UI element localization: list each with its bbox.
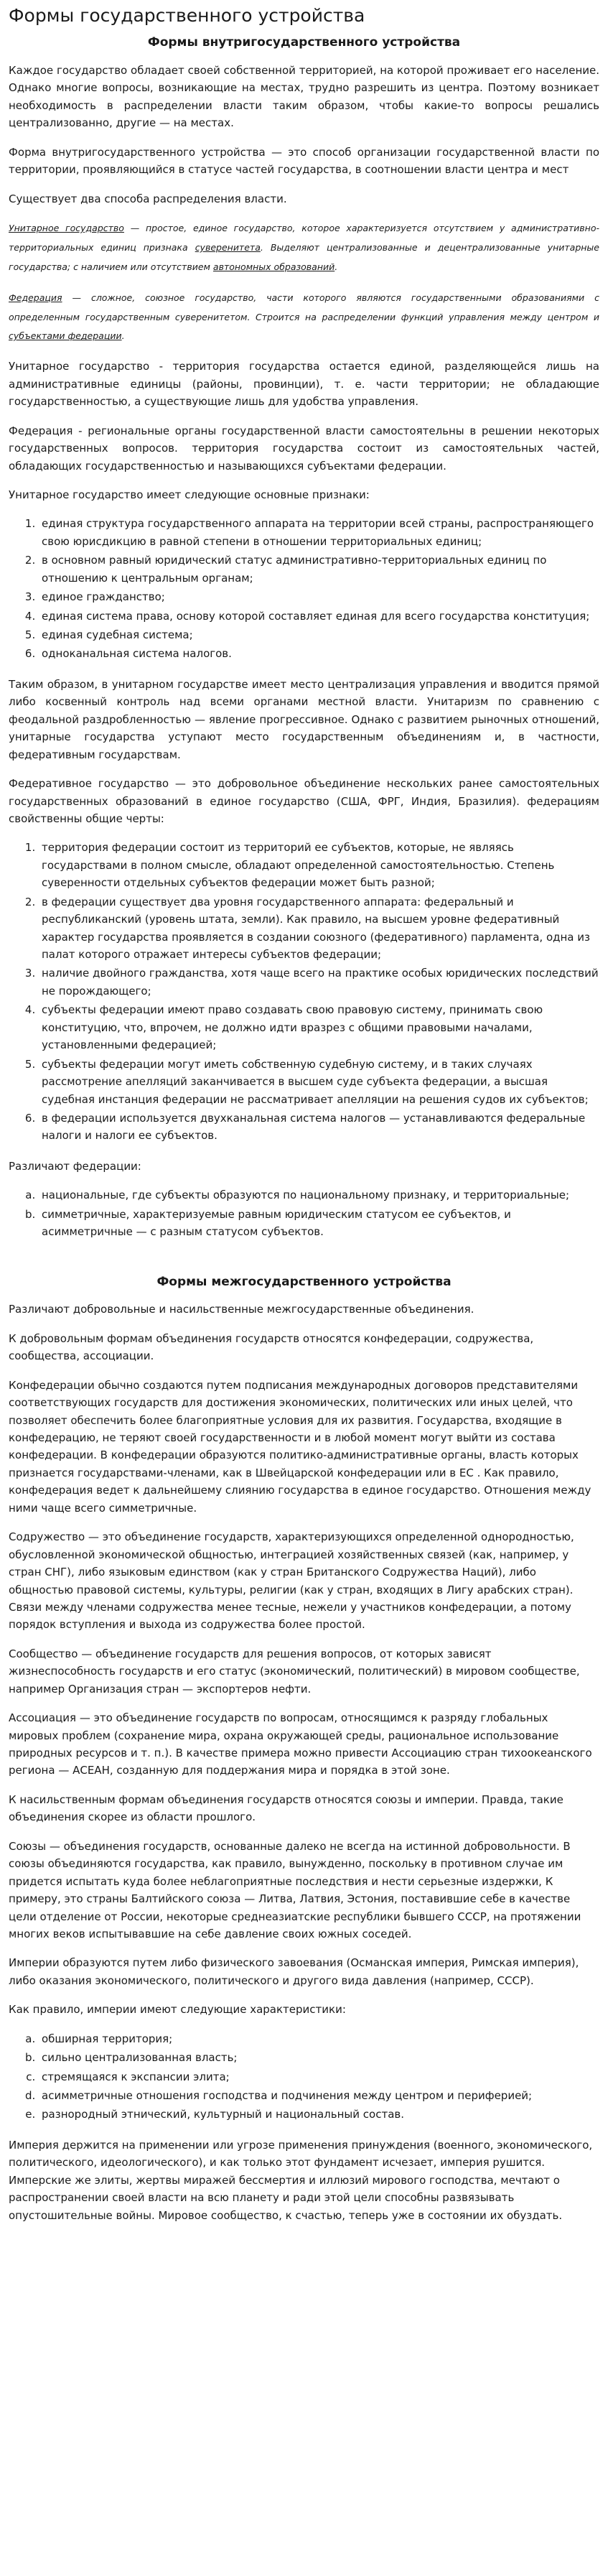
definition-text: . Выделяют централизованные и децентрализованные унитарные государства; с наличием или отсутствием <box>9 241 599 272</box>
autonomy-link[interactable]: автономных образований <box>212 261 335 272</box>
paragraph: Федерация - региональные органы государственной власти самостоятельны в решении некоторых государственных вопросов. территория государства состоит из самостоятельных частей, обладающих государственностью и называющихся субъектами федерации. <box>9 424 599 473</box>
paragraph: Ассоциация — это объединение государств по вопросам, относящимся к разряду глобальных мировых проблем (сохранение мира, охрана окружающей среды, рациональное использование природных ресурсов и т. п.). В качестве примера можно привести Ассоциацию стран тихоокеанского региона — АСЕАН, созданную для поддержания мира и порядка в этой зоне. <box>9 1711 592 1777</box>
paragraph: Различают федерации: <box>9 1159 141 1173</box>
federation-types-list <box>9 1186 599 1240</box>
list-item: 2. в федерации существует два уровня государственного аппарата: федеральный и республиканский (уровень штата, земли). Как правило, на высшем уровне федеративный характер государства проявляется в создании союзного (федеративного) парламента, одна из палат которого отражает интересы субъектов федерации; <box>39 893 599 964</box>
list-item: 6. в федерации используется двухканальная система налогов — устанавливаются федеральные налоги и налоги ее субъектов. <box>39 1110 599 1145</box>
list-item: d. асимметричные отношения господства и подчинения между центром и периферией; <box>39 2087 599 2104</box>
paragraph: Как правило, империи имеют следующие характеристики: <box>9 2003 346 2017</box>
list-item: c. стремящаяся к экспансии элита; <box>39 2068 599 2086</box>
list-item: 5. единая судебная система; <box>39 626 599 643</box>
paragraph: К добровольным формам объединения государств относятся конфедерации, содружества, сообщества, ассоциации. <box>9 1331 534 1363</box>
list-item: 3. наличие двойного гражданства, хотя чаще всего на практике особых юридических последствий не порождающего; <box>39 964 599 1000</box>
paragraph: Империи образуются путем либо физического завоевания (Османская империя, Римская империя), либо оказания экономического, политического и другого вида давления (например, СССР). <box>9 1956 579 1987</box>
section-heading-interstate: Формы межгосударственного устройства <box>156 1274 452 1289</box>
paragraph: Федеративное государство — это добровольное объединение нескольких ранее самостоятельных государственных образований в единое государство (США, ФРГ, Индия, Бразилия). федерациям свойственны общие черты: <box>9 777 599 825</box>
list-item: 2. в основном равный юридический статус административно-территориальных единиц по отношению к центральным органам; <box>39 552 599 587</box>
definition-text: . <box>335 261 338 272</box>
page-title: Формы государственного устройства <box>9 5 365 26</box>
list-item: a. обширная территория; <box>39 2030 599 2047</box>
paragraph: К насильственным формам объединения государств относятся союзы и империи. Правда, такие объединения скорее из области прошлого. <box>9 1792 563 1824</box>
paragraph: Форма внутригосударственного устройства — это способ организации государственной власти по территории, проявляющийся в статусе частей государства, в соотношении власти центра и мест <box>9 145 599 177</box>
list-item: 3. единое гражданство; <box>39 588 599 605</box>
list-item: b. симметричные, характеризуемые равным юридическим статусом ее субъектов, и асимметричные — с разным статусом субъектов. <box>39 1206 599 1241</box>
list-item: 1. территория федерации состоит из территорий ее субъектов, которые, не являясь государствами в полном смысле, обладают определенной самостоятельностью. Степень суверенности отдельных субъектов федерации может быть разной; <box>39 839 599 891</box>
list-item: 6. одноканальная система налогов. <box>39 645 599 662</box>
paragraph: Различают добровольные и насильственные межгосударственные объединения. <box>9 1303 474 1316</box>
paragraph: Империя держится на применении или угрозе применения принуждения (военного, экономического, политического, идеологического), и как только этот фундамент исчезает, империя рушится. Имперские же элиты, жертвы миражей бессмертия и иллюзий мирового господства, мечтают о распространении своей власти на всю планету и ради этой цели способны развязывать опустошительные войны. Мировое сообщество, к счастью, теперь уже в состоянии их обуздать. <box>9 2138 593 2222</box>
list-item: 4. единая система права, основу которой составляет единая для всего государства конституция; <box>39 608 599 625</box>
paragraph: Союзы — объединения государств, основанные далеко не всегда на истинной добровольности. В союзы объединяются государства, как правило, вынужденно, поскольку в противном случае им придется испытать куда более неблагоприятные последствия и нести серьезные издержки, К примеру, это страны Балтийского союза — Литва, Латвия, Эстония, поставившие себе в качестве цели отделение от России, некоторые среднеазиатские республики бывшего СССР, на протяжении многих веков испытывавшие на себе давление своих южных соседей. <box>9 1839 581 1940</box>
list-item: b. сильно централизованная власть; <box>39 2049 599 2066</box>
paragraph: Унитарное государство имеет следующие основные признаки: <box>9 488 370 501</box>
definition-unitary <box>9 219 599 277</box>
paragraph: Содружество — это объединение государств, характеризующихся определенной однородностью, обусловленной экономической общностью, интеграцией хозяйственных связей (как, например, у стран СНГ), либо языковым единством (как у стран Британского Содружества Наций), либо общностью правовой системы, культуры, религии (как у стран, входящих в Лигу арабских стран). Связи между членами содружества менее тесные, нежели у участников конфедерации, а потому порядок вступления и выхода из содружества более простой. <box>9 1530 574 1632</box>
section-heading-internal: Формы внутригосударственного устройства <box>147 35 461 50</box>
paragraph: Таким образом, в унитарном государстве имеет место централизация управления и вводится прямой либо косвенный контроль над всеми органами местной власти. Унитаризм по сравнению с феодальной раздробленностью — явление прогрессивное. Однако с развитием рыночных отношений, унитарные государства уступают место государственным объединениям и, в частности, федеративным государствам. <box>9 677 599 761</box>
definition-text: — сложное, союзное государство, части которого являются государственными образованиями с определенным государственным суверенитетом. Строится на распределении функций управления между центром и <box>9 292 599 322</box>
list-item: a. национальные, где субъекты образуются по национальному признаку, и территориальные; <box>39 1186 599 1204</box>
empire-signs-list <box>9 2030 599 2124</box>
paragraph: Существует два способа распределения власти. <box>9 192 287 205</box>
unitary-signs-list <box>9 515 599 663</box>
term-federation-link[interactable]: Федерация <box>9 292 62 303</box>
subjects-link[interactable]: субъектами федерации <box>9 330 122 342</box>
paragraph: Каждое государство обладает своей собственной территорией, на которой проживает его население. Однако многие вопросы, возникающие на местах, трудно разрешить из центра. Поэтому возникает необходимость в распределении власти таким образом, чтобы какие-то вопросы решались централизованно, другие — на местах. <box>9 64 599 130</box>
paragraph: Сообщество — объединение государств для решения вопросов, от которых зависят жизнеспособность государств и его статус (экономический, политический) в мировом сообществе, например Организация стран — экспортеров нефти. <box>9 1647 580 1696</box>
definition-text: — простое, единое государство, которое характеризуется отсутствием у административно-территориальных единиц признака <box>9 223 599 253</box>
sovereignty-link[interactable]: суверенитета <box>195 241 261 253</box>
list-item: e. разнородный этнический, культурный и национальный состав. <box>39 2106 599 2123</box>
list-item: 1. единая структура государственного аппарата на территории всей страны, распространяющего свою юрисдикцию в равной степени в отношении территориальных единиц; <box>39 515 599 550</box>
list-item: 5. субъекты федерации могут иметь собственную судебную систему, и в таких случаях рассмотрение апелляций заканчивается в высшем суде субъекта федерации, а высшая судебная инстанция федерации не рассматривает апелляции на решения судов их субъектов; <box>39 1056 599 1108</box>
paragraph: Унитарное государство - территория государства остается единой, разделяющейся лишь на административные единицы (районы, провинции), т. е. части территории; не обладающие государственностью, а существующие лишь для удобства управления. <box>9 360 599 409</box>
definition-federation <box>9 289 599 347</box>
definition-text: . <box>121 330 125 342</box>
term-unitary-link[interactable]: Унитарное государство <box>9 223 124 234</box>
list-item: 4. субъекты федерации имеют право создавать свою правовую систему, принимать свою конституцию, что, впрочем, не должно идти вразрез с общими правовыми началами, установленными федерацией; <box>39 1001 599 1054</box>
federal-signs-list <box>9 839 599 1144</box>
paragraph: Конфедерации обычно создаются путем подписания международных договоров представителями соответствующих государств для достижения экономических, политических или иных целей, что позволяет обеспечить более благоприятные условия для их развития. Государства, входящие в конфедерацию, не теряют своей государственности и в любой момент могут выйти из состава конфедерации. В конфедерации образуются политико-административные органы, власть которых признается государствами-членами, как в Швейцарской конфедерации или в ЕС . Как правило, конфедерация ведет к дальнейшему слиянию государства в единое государство. Отношения между ними чаще всего симметричные. <box>9 1378 591 1515</box>
